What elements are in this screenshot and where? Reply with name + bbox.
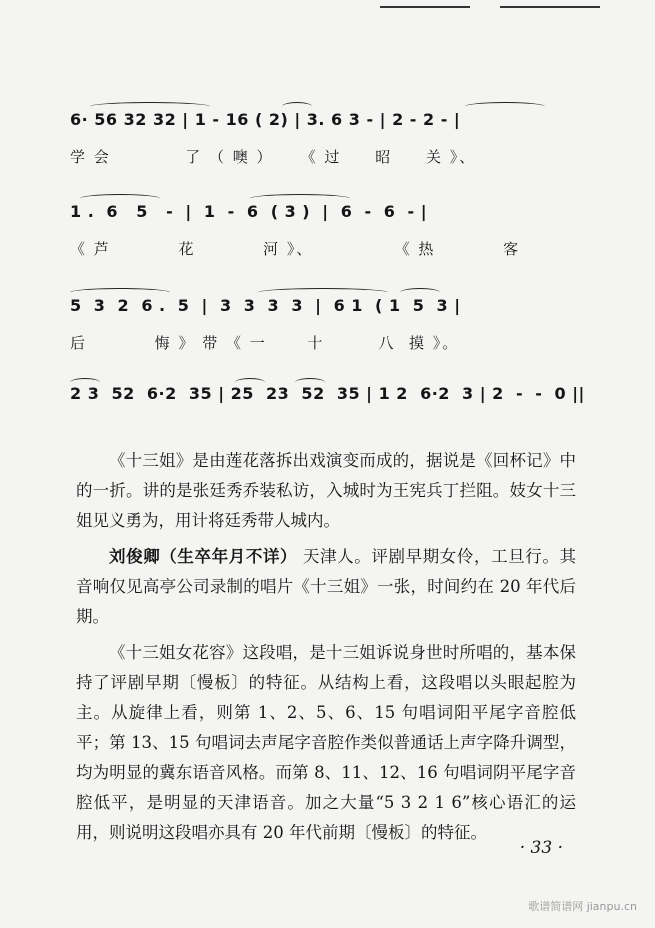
paragraph-text: 天津人。评剧早期女伶，工旦行。其音响仅见高亭公司录制的唱片《十三姐》一张，时间约在 20 年代后期。 [76,547,576,626]
slur [400,288,440,297]
paragraph [76,542,576,632]
slur [70,378,100,387]
slur [235,378,265,387]
slur [282,102,312,111]
slur [295,378,325,387]
score-notes: 1 . 6 5 - | 1 - 6 ( 3 ) | 6 - 6 - | [70,202,428,221]
top-rule-right [500,6,600,8]
watermark: 歌谱简谱网 jianpu.cn [528,900,637,913]
score-lyrics: 后 悔 》 带 《 一 十 八 摸 》。 [70,334,460,352]
paragraph: 《十三姐女花容》这段唱，是十三姐诉说身世时所唱的，基本保持了评剧早期〔慢板〕的特征。从结构上看，这段唱以头眼起腔为主。从旋律上看，则第 1、2、5、6、15 句唱词阳平尾字音腔低平；第 13、15 句唱词去声尾字音腔作类似普通话上声字降升调型，均为明显的冀东语音风格。而第 8、11、12、16 句唱词阴平尾字音腔低平，是明显的天津语音。加之大量“5 3 2 1 6”核心语汇的运用，则说明这段唱亦具有 20 年代前期〔慢板〕的特征。 [76,643,576,842]
slur [250,194,350,203]
slur [80,194,160,203]
top-rule-left [380,6,470,8]
score-lyrics: 学 会 了 （ 噢 ） 《 过 昭 关 》、 [70,148,477,166]
body-text [76,446,576,848]
slur [70,288,170,297]
score-notes: 5 3 2 6 . 5 | 3 3 3 3 | 6 1 ( 1 5 3 | [70,296,461,315]
score-lyrics: 《 芦 花 河 》、 《 热 客 [70,240,521,258]
slur [258,288,388,297]
performer-name: 刘俊卿（生卒年月不详） [109,547,298,566]
paragraph: 《十三姐》是由莲花落拆出戏演变而成的，据说是《回杯记》中的一折。讲的是张廷秀乔装私访，入城时为王宪兵丁拦阻。妓女十三姐见义勇为，用计将廷秀带人城内。 [76,451,576,530]
slur [465,102,545,111]
slur [90,102,210,111]
page-number: · 33 · [519,838,563,858]
score-notes: 2 3 52 6·2 35 | 25 23 52 35 | 1 2 6·2 3 | 2 - - 0 || [70,384,585,403]
score-notes: 6· 56 32 32 | 1 - 16 ( 2) | 3. 6 3 - | 2 - 2 - | [70,110,461,129]
